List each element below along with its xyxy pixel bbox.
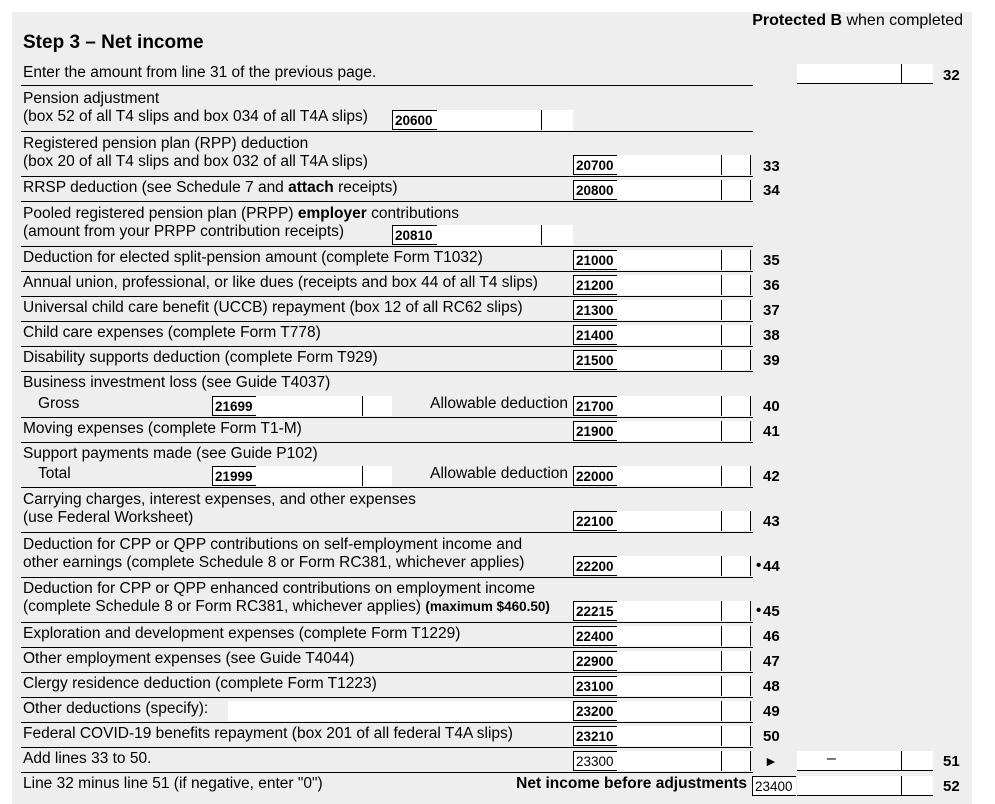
- line-36-amount-field[interactable]: [617, 275, 751, 295]
- line-code: 21300: [573, 300, 617, 320]
- row-label: Moving expenses (complete Form T1-M): [23, 420, 302, 437]
- line-51-amount-field[interactable]: [797, 751, 933, 771]
- cents-divider: [721, 651, 722, 671]
- total-line-code: 21999: [212, 466, 257, 486]
- line-code: 20810: [392, 225, 438, 245]
- cents-divider: [721, 325, 722, 345]
- row-line-52: [0, 773, 995, 798]
- row-rpp-deduction: [0, 132, 995, 177]
- line-code: 21500: [573, 350, 617, 370]
- line-40-amount-field[interactable]: [617, 396, 751, 416]
- line-code: 21200: [573, 275, 617, 295]
- line-number: 48: [763, 678, 780, 695]
- line-number: 40: [763, 398, 780, 415]
- cents-divider: [721, 726, 722, 746]
- maximum-note: (maximum $460.50): [425, 599, 550, 614]
- row-line-35: [0, 247, 995, 272]
- label-part: receipts): [333, 179, 398, 196]
- row-cpp-self-employment: [0, 533, 995, 578]
- row-line-39: [0, 347, 995, 372]
- line-code: 22100: [573, 511, 617, 531]
- cents-divider: [901, 751, 902, 771]
- line-38-amount-field[interactable]: [617, 325, 751, 345]
- row-label: Add lines 33 to 50.: [23, 750, 152, 767]
- row-label: Child care expenses (complete Form T778): [23, 324, 321, 341]
- label-bold: attach: [288, 179, 334, 196]
- arrow-right-icon: ►: [764, 753, 778, 769]
- line-49-amount-field[interactable]: [617, 701, 751, 721]
- row-line-36: [0, 272, 995, 297]
- row-pension-adjustment: [0, 86, 995, 132]
- line-code: 21700: [573, 396, 617, 416]
- cents-divider: [721, 626, 722, 646]
- line-code: 22215: [573, 601, 617, 621]
- row-label: Deduction for CPP or QPP contributions on self-employment income and: [23, 536, 523, 553]
- cents-divider: [362, 396, 363, 416]
- cents-divider: [541, 110, 542, 130]
- label-part: contributions: [366, 205, 459, 222]
- row-label: Exploration and development expenses (complete Form T1229): [23, 625, 461, 642]
- line-code: 23300: [573, 751, 617, 771]
- cents-divider: [721, 751, 722, 771]
- line-code: 20800: [573, 180, 617, 200]
- row-label: Enter the amount from line 31 of the previous page.: [23, 64, 377, 81]
- label-part: RRSP deduction (see Schedule 7 and: [23, 179, 289, 196]
- prpp-amount-field[interactable]: [437, 225, 573, 245]
- cents-divider: [721, 396, 722, 416]
- protected-notice: [752, 12, 963, 30]
- line-43-amount-field[interactable]: [617, 511, 751, 531]
- row-label-line2: (use Federal Worksheet): [23, 509, 194, 526]
- cents-divider: [541, 225, 542, 245]
- row-label-line2: other earnings (complete Schedule 8 or Form RC381, whichever applies): [23, 554, 525, 571]
- row-cpp-enhanced: [0, 578, 995, 623]
- row-label: Federal COVID-19 benefits repayment (box 201 of all federal T4A slips): [23, 725, 513, 742]
- row-label: Disability supports deduction (complete Form T929): [23, 349, 378, 366]
- net-income-label: Net income before adjustments: [516, 775, 747, 792]
- row-label: [23, 179, 398, 197]
- line-39-amount-field[interactable]: [617, 350, 751, 370]
- row-business-investment-loss: [0, 372, 995, 418]
- row-label-line2: [23, 598, 550, 616]
- cents-divider: [721, 300, 722, 320]
- total-amount-field[interactable]: [256, 466, 392, 486]
- line-code: 22400: [573, 626, 617, 646]
- line-code: 21900: [573, 421, 617, 441]
- row-line-32: [0, 62, 995, 86]
- line-35-amount-field[interactable]: [617, 250, 751, 270]
- line-41-amount-field[interactable]: [617, 421, 751, 441]
- line-number: 42: [763, 468, 780, 485]
- line-code: 21000: [573, 250, 617, 270]
- row-label: [23, 205, 459, 223]
- row-label: Line 32 minus line 51 (if negative, enter "0"): [23, 775, 323, 792]
- row-label: Registered pension plan (RPP) deduction: [23, 135, 309, 152]
- cents-divider: [901, 64, 902, 84]
- line-code: 23100: [573, 676, 617, 696]
- total-label: Total: [38, 465, 71, 482]
- row-label: Deduction for CPP or QPP enhanced contributions on employment income: [23, 580, 536, 597]
- line-number: 45: [763, 603, 780, 620]
- line-46-amount-field[interactable]: [617, 626, 751, 646]
- line-number: 52: [943, 778, 960, 795]
- protected-rest: when completed: [842, 12, 963, 29]
- line-52-amount-field[interactable]: [797, 776, 933, 796]
- line-51-subtotal-field[interactable]: [617, 751, 751, 771]
- line-code: 22900: [573, 651, 617, 671]
- gross-label: Gross: [38, 395, 80, 412]
- line-number: 32: [943, 67, 960, 84]
- label-part: Pooled registered pension plan (PRPP): [23, 205, 298, 222]
- line-47-amount-field[interactable]: [617, 651, 751, 671]
- row-label: Universal child care benefit (UCCB) repayment (box 12 of all RC62 slips): [23, 299, 523, 316]
- row-label: Other employment expenses (see Guide T4044): [23, 650, 355, 667]
- row-line-48: [0, 673, 995, 698]
- cents-divider: [721, 676, 722, 696]
- label-bold: employer: [297, 205, 367, 222]
- gross-line-code: 21699: [212, 396, 257, 416]
- line-42-amount-field[interactable]: [617, 466, 751, 486]
- minus-sign: –: [827, 750, 836, 767]
- row-label: Carrying charges, interest expenses, and other expenses: [23, 491, 416, 508]
- row-label-line2: (box 52 of all T4 slips and box 034 of all T4A slips): [23, 108, 368, 125]
- cents-divider: [721, 466, 722, 486]
- row-support-payments: [0, 443, 995, 488]
- cents-divider: [721, 511, 722, 531]
- cents-divider: [901, 776, 902, 796]
- row-label: Annual union, professional, or like dues (receipts and box 44 of all T4 slips): [23, 274, 538, 291]
- cents-divider: [721, 556, 722, 576]
- cents-divider: [362, 466, 363, 486]
- line-number: 51: [943, 753, 960, 770]
- other-deductions-specify-field[interactable]: [228, 701, 573, 721]
- row-prpp-contributions: [0, 202, 995, 247]
- line-number: 34: [763, 182, 780, 199]
- rrsp-amount-field[interactable]: [617, 180, 751, 200]
- line-number: 39: [763, 352, 780, 369]
- row-label-line2: (amount from your PRPP contribution receipts): [23, 223, 345, 240]
- pension-adjustment-field[interactable]: [437, 110, 573, 130]
- line-number: 41: [763, 423, 780, 440]
- row-line-47: [0, 648, 995, 673]
- label-part: (complete Schedule 8 or Form RC381, whichever applies): [23, 598, 422, 615]
- line-48-amount-field[interactable]: [617, 676, 751, 696]
- allowable-deduction-label: Allowable deduction: [430, 395, 568, 412]
- row-label-line2: (box 20 of all T4 slips and box 032 of all T4A slips): [23, 153, 368, 170]
- row-line-46: [0, 623, 995, 648]
- line-code: 20600: [392, 110, 438, 130]
- line-code: 22200: [573, 556, 617, 576]
- line-number: 47: [763, 653, 780, 670]
- line-45-amount-field[interactable]: [617, 601, 751, 621]
- line-number: 37: [763, 302, 780, 319]
- rpp-amount-field[interactable]: [617, 155, 751, 175]
- gross-amount-field[interactable]: [256, 396, 392, 416]
- cents-divider: [721, 701, 722, 721]
- line-number: 49: [763, 703, 780, 720]
- cents-divider: [721, 350, 722, 370]
- row-label: Business investment loss (see Guide T4037): [23, 374, 331, 391]
- row-label: Support payments made (see Guide P102): [23, 445, 318, 462]
- cents-divider: [721, 275, 722, 295]
- row-line-37: [0, 297, 995, 322]
- line-37-amount-field[interactable]: [617, 300, 751, 320]
- row-line-50: [0, 723, 995, 748]
- cents-divider: [721, 250, 722, 270]
- line-number: 50: [763, 728, 780, 745]
- row-line-51: [0, 748, 995, 773]
- line-number: 44: [763, 558, 780, 575]
- line-code: 23400: [752, 776, 796, 796]
- cents-divider: [721, 421, 722, 441]
- cents-divider: [721, 180, 722, 200]
- row-label: Pension adjustment: [23, 90, 160, 107]
- line-code: 23210: [573, 726, 617, 746]
- line-number: 43: [763, 513, 780, 530]
- line-number: 46: [763, 628, 780, 645]
- line-32-amount-field[interactable]: [797, 64, 933, 84]
- row-line-38: [0, 322, 995, 347]
- line-50-amount-field[interactable]: [617, 726, 751, 746]
- line-number: 36: [763, 277, 780, 294]
- line-44-amount-field[interactable]: [617, 556, 751, 576]
- line-code: 21400: [573, 325, 617, 345]
- line-code: 23200: [573, 701, 617, 721]
- line-code: 22000: [573, 466, 617, 486]
- row-label: Deduction for elected split-pension amount (complete Form T1032): [23, 249, 483, 266]
- row-label: Clergy residence deduction (complete Form T1223): [23, 675, 377, 692]
- row-carrying-charges: [0, 488, 995, 533]
- section-title: Step 3 – Net income: [23, 32, 204, 53]
- protected-bold: Protected B: [752, 12, 843, 29]
- allowable-deduction-label: Allowable deduction: [430, 465, 568, 482]
- line-code: 20700: [573, 155, 617, 175]
- bullet-marker: •: [756, 602, 762, 619]
- bullet-marker: •: [756, 557, 762, 574]
- row-label: Other deductions (specify):: [23, 700, 209, 717]
- row-moving-expenses: [0, 418, 995, 443]
- line-number: 35: [763, 252, 780, 269]
- row-rrsp-deduction: [0, 177, 995, 202]
- cents-divider: [721, 155, 722, 175]
- line-number: 33: [763, 158, 780, 175]
- row-line-49: [0, 698, 995, 723]
- cents-divider: [721, 601, 722, 621]
- line-number: 38: [763, 327, 780, 344]
